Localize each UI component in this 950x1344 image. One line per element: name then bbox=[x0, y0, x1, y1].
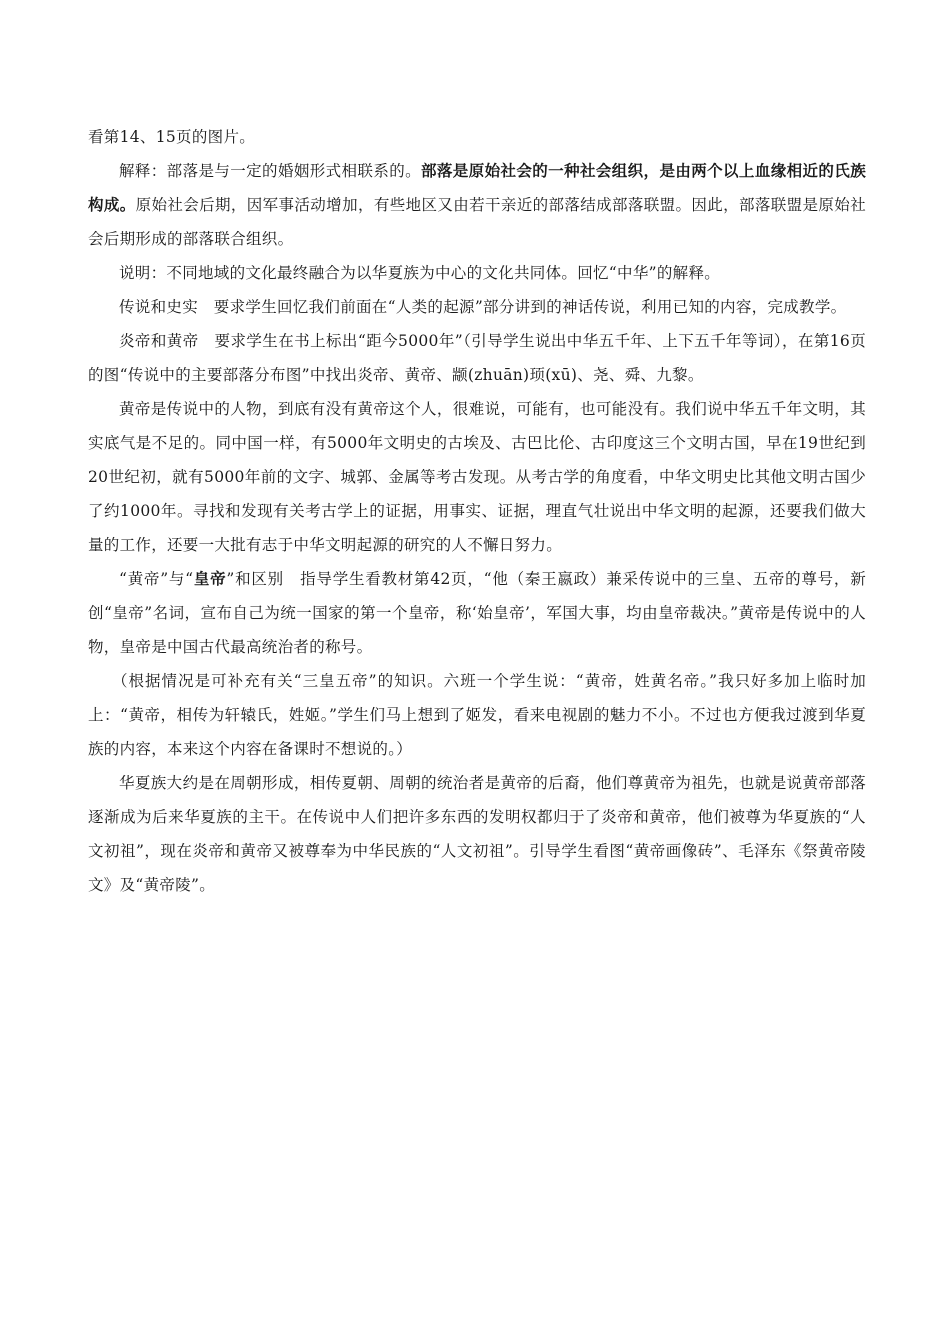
paragraph-huangdi-legend: 黄帝是传说中的人物，到底有没有黄帝这个人，很难说，可能有，也可能没有。我们说中华五千年文明，其实底气是不足的。同中国一样，有5000年文明史的古埃及、古巴比伦、古印度这三个文明古国，早在19世纪到20世纪初，就有5000年前的文字、城郭、金属等考古发现。从考古学的角度看，中华文明史比其他文明古国少了约1000年。寻找和发现有关考古学上的证据，用事实、证据，理直气壮说出中华文明的起源，还要我们做大量的工作，还要一大批有志于中华文明起源的研究的人不懈日努力。 bbox=[88, 400, 866, 554]
explanation-lead: 解释：部落是与一定的婚姻形式相联系的。 bbox=[119, 162, 422, 180]
explanation-rest: 原始社会后期，因军事活动增加，有些地区又由若干亲近的部落结成部落联盟。因此，部落联盟是原始社会后期形成的部落联合组织。 bbox=[88, 196, 866, 248]
comparison-lead: “黄帝”与“ bbox=[119, 570, 194, 588]
paragraph-yandi-huangdi: 炎帝和黄帝 要求学生在书上标出“距今5000年”（引导学生说出中华五千年、上下五千年等词），在第16页的图“传说中的主要部落分布图”中找出炎帝、黄帝、颛(zhuān)顼(xū)、尧、舜、九黎。 bbox=[88, 332, 866, 384]
document-body bbox=[88, 120, 866, 902]
paragraph-huaxia: 华夏族大约是在周朝形成，相传夏朝、周朝的统治者是黄帝的后裔，他们尊黄帝为祖先，也就是说黄帝部落逐渐成为后来华夏族的主干。在传说中人们把许多东西的发明权都归于了炎帝和黄帝，他们被尊为华夏族的“人文初祖”，现在炎帝和黄帝又被尊奉为中华民族的“人文初祖”。引导学生看图“黄帝画像砖”、毛泽东《祭黄帝陵文》及“黄帝陵”。 bbox=[88, 774, 866, 894]
paragraph-explanation bbox=[88, 154, 866, 256]
comparison-bold: 皇帝 bbox=[193, 569, 227, 588]
comparison-rest: ”和区别 指导学生看教材第42页，“他（秦王嬴政）兼采传说中的三皇、五帝的尊号，新创“皇帝”名词，宣布自己为统一国家的第一个皇帝，称‘始皇帝’，军国大事，均由皇帝裁决。”黄帝是传说中的人物，皇帝是中国古代最高统治者的称号。 bbox=[88, 570, 866, 656]
paragraph-supplement: （根据情况是可补充有关“三皇五帝”的知识。六班一个学生说：“黄帝，姓黄名帝。”我只好多加上临时加上：“黄帝，相传为轩辕氏，姓姬。”学生们马上想到了姬发，看来电视剧的魅力不小。不过也方便我过渡到华夏族的内容，本来这个内容在备课时不想说的。） bbox=[88, 672, 866, 758]
paragraph-legend-history: 传说和史实 要求学生回忆我们前面在“人类的起源”部分讲到的神话传说，利用已知的内容，完成教学。 bbox=[119, 298, 847, 316]
paragraph-note: 说明：不同地域的文化最终融合为以华夏族为中心的文化共同体。回忆“中华”的解释。 bbox=[119, 264, 721, 282]
paragraph-huangdi-vs-emperor bbox=[88, 562, 866, 664]
explanation-bold: 部落是原始社会的一种社会组织，是由两个以上血缘相近的氏族构成。 bbox=[88, 161, 866, 214]
paragraph-pictures: 看第14、15页的图片。 bbox=[88, 128, 256, 146]
